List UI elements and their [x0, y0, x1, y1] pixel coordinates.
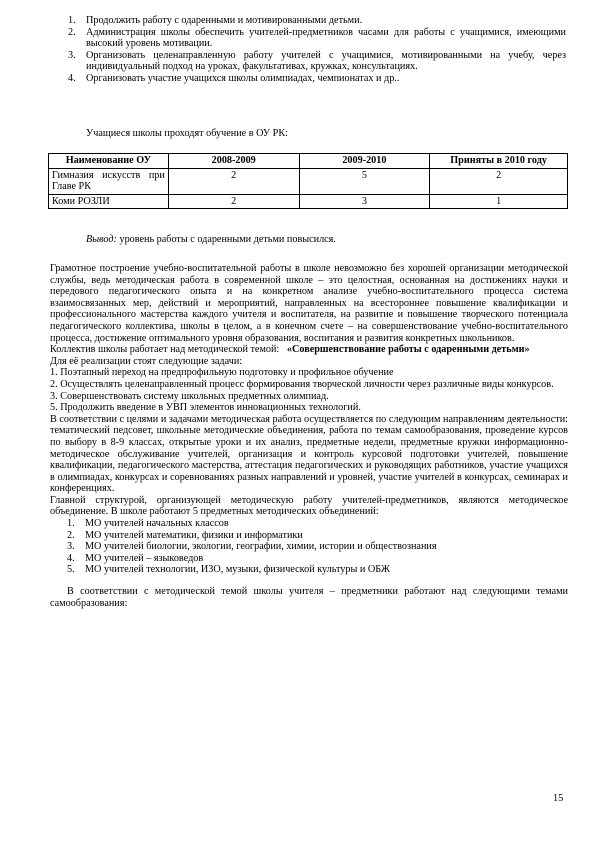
list-number: 4. — [68, 72, 76, 84]
list-number: 1. — [67, 518, 75, 530]
table-cell: 3 — [299, 194, 430, 209]
table-cell: 1 — [430, 194, 568, 209]
task-item: 1. Поэтапный переход на предпрофильную подготовку и профильное обучение — [50, 367, 394, 379]
table-intro: Учащиеся школы проходят обучение в ОУ РК: — [86, 128, 288, 139]
list-text: Администрация школы обеспечить учителей-предметников часами для работы с учащимися, имеющими высокий уровень мотивации. — [86, 26, 566, 50]
list-number: 2. — [67, 529, 75, 541]
table-cell: 5 — [299, 168, 430, 194]
list-number: 2. — [68, 26, 76, 38]
list-number: 1. — [68, 15, 76, 26]
list-text: Организовать целенаправленную работу учителей с учащимися, мотивированными на учебу, через индивидуальный подход на уроках, факультативах, кружках, консультациях. — [86, 49, 566, 73]
conclusion — [86, 234, 336, 245]
task-item: 5. Продолжить введение в УВП элементов инновационных технологий. — [50, 402, 361, 414]
list-item — [68, 27, 566, 50]
list-text: Организовать участие учащихся школы олимпиадах, чемпионатах и др.. — [86, 72, 400, 84]
list-item — [67, 564, 568, 576]
list-item — [68, 15, 566, 27]
list-item — [67, 530, 568, 542]
list-number: 4. — [67, 552, 75, 564]
column-header: 2008-2009 — [168, 154, 299, 169]
task-item: 2. Осуществлять целенаправленный процесс формирования творческой личности через различные виды конкурсов. — [50, 378, 554, 390]
table-cell: 2 — [168, 168, 299, 194]
list-number: 5. — [67, 564, 75, 576]
page-number: 15 — [553, 793, 564, 804]
list-text: МО учителей – языковедов — [85, 552, 204, 564]
table-row — [49, 168, 568, 194]
methodical-theme: «Совершенствование работы с одаренными детьми» — [286, 344, 530, 356]
column-header: Приняты в 2010 году — [430, 154, 568, 169]
list-number: 3. — [67, 541, 75, 553]
paragraph: В соответствии с целями и задачами методическая работа осуществляется по следующим направлениям деятельности: тематический педсовет, школьные методические объединения, работа по темам самообразования, проведение курсов по выбору в 8-9 классах, открытые уроки и их анализ, предметные недели, предметные кружки информационно-методическое обслуживание учителей, организация и контроль курсовой подготовки учителей, повышение квалификации, педагогического мастерства, аттестация педагогических и руководящих работников, участие учащихся в олимпиадах, конкурсах и соревнованиях разных направлений и уровней, участие учителей в конкурсах, семинарах и конференциях. — [50, 413, 568, 495]
table-header-row — [49, 154, 568, 169]
main-text — [50, 263, 568, 609]
column-header: 2009-2010 — [299, 154, 430, 169]
table-row — [49, 194, 568, 209]
paragraph: Для её реализации стоят следующие задачи: — [50, 355, 243, 367]
table-cell: Коми РОЗЛИ — [49, 194, 169, 209]
paragraph: Главной структурой, организующей методическую работу учителей-предметников, являются методическое объединение. В школе работают 5 предметных методических объединений: — [50, 494, 568, 518]
paragraph: Грамотное построение учебно-воспитательной работы в школе невозможно без хорошей организации методической службы, ведь методическая работа в современной школе – это целостная, основанная на достижениях науки и передового педагогического опыта и на конкретном анализе учебно-воспитательного процесса система взаимосвязанных мер, действий и мероприятий, направленных на всестороннее повышение квалификации и профессионального мастерства каждого учителя и воспитателя, на развитие и повышение творческого потенциала педагогического коллектива, школы в целом, а в конечном счете – на совершенствование учебно-воспитательного процесса, достижение оптимального уровня образования, воспитания и развития конкретных школьников. — [50, 263, 568, 344]
recommendations-list — [68, 15, 566, 85]
list-number: 3. — [68, 49, 76, 61]
ou-table — [48, 153, 568, 209]
list-item — [67, 541, 568, 553]
table-cell: 2 — [168, 194, 299, 209]
list-text: МО учителей начальных классов — [85, 518, 229, 530]
list-text: МО учителей технологии, ИЗО, музыки, физической культуры и ОБЖ — [85, 564, 390, 576]
theme-intro: Коллектив школы работает над методической темой: — [50, 344, 280, 356]
task-item: 3. Совершенствовать систему школьных предметных олимпиад. — [50, 390, 329, 402]
conclusion-label: Вывод: — [86, 234, 117, 245]
column-header: Наименование ОУ — [49, 154, 169, 169]
list-text: МО учителей биологии, экологии, географии, химии, истории и обществознания — [85, 541, 437, 553]
table-cell: Гимназия искусств при Главе РК — [49, 168, 169, 194]
mo-list — [67, 518, 568, 576]
list-item — [67, 518, 568, 530]
conclusion-text: уровень работы с одаренными детьми повысился. — [119, 234, 336, 245]
list-item — [68, 50, 566, 73]
list-text: Продолжить работу с одаренными и мотивированными детьми. — [86, 15, 363, 26]
list-item — [67, 553, 568, 565]
list-item — [68, 73, 566, 85]
list-text: МО учителей математики, физики и информатики — [85, 529, 303, 541]
closing-paragraph: В соответствии с методической темой школы учителя – предметники работают над следующими темами самообразования: — [50, 586, 568, 609]
paragraph — [50, 344, 568, 356]
table-cell: 2 — [430, 168, 568, 194]
